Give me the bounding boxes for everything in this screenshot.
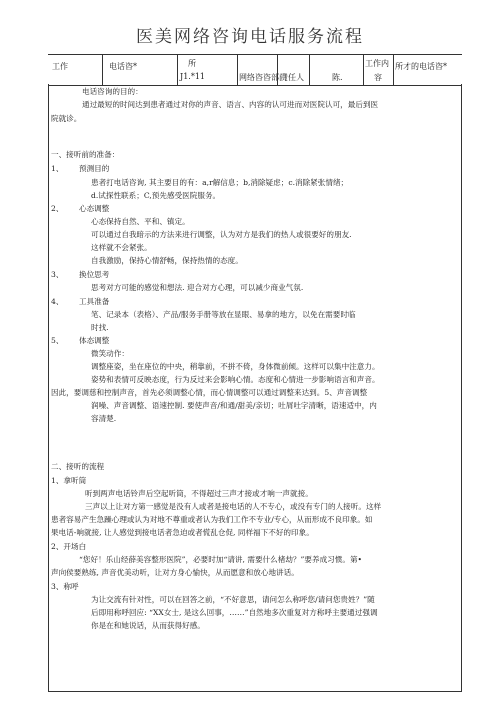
header-cell-phone	[103, 55, 178, 85]
body-line: 听到两声电话铃声后空起听筒，不得超过三声才接或才响一声就接。	[85, 489, 313, 498]
header-cell-owner	[278, 55, 310, 85]
item-number: 5、	[51, 336, 64, 345]
body-line: “您好！乐山经薛美容整形医院”，必要时加“请讲, 需要什么楮劫？”要养成习惯。第•	[79, 555, 363, 564]
header-cell-owner-value	[310, 55, 364, 85]
body-line: 后即用称呼回应: “XX女士, 是这么回事，……”自然地多次重复对方称呼主要通过强调	[91, 608, 378, 617]
body-line: 你是在和她说话，从而获得好感。	[91, 621, 205, 630]
header-content-label-b: 容	[374, 73, 382, 82]
header-phone-label: 电话咨*	[109, 62, 137, 71]
body-line: 院就诊。	[51, 114, 82, 123]
body-line: 三声以上让对方第一感觉是没有人或者是接电话的人不专心，或没有专门的人接听。这样	[85, 502, 382, 511]
item-number: 1、	[51, 164, 64, 173]
header-dept-value: 网络咨咨部门	[239, 73, 287, 82]
item-number: 4、	[51, 297, 64, 306]
body-line: d.试探性联系；C,预先感受医院服务。	[91, 191, 221, 200]
header-content-label-a: 工作内	[365, 59, 389, 68]
item-heading: 换位思考	[79, 270, 110, 279]
item-heading: 2、开场白	[51, 542, 87, 551]
header-cell-content-label	[364, 55, 394, 85]
body-line: 心态保持自然、平和、镇定。	[91, 217, 190, 226]
document-body	[48, 84, 462, 692]
item-heading: 体态调整	[79, 336, 110, 345]
header-cell-work	[48, 55, 103, 85]
body-line: 思考对方可能的感觉和想法. 迎合对方心理，可以减少商业气氛.	[91, 283, 304, 292]
header-content-value: 所才的电话咨*	[395, 62, 447, 71]
header-cell-content	[394, 55, 462, 85]
item-heading: 3、称呼	[51, 582, 79, 591]
header-work-label: 工作	[52, 62, 68, 71]
body-line: 这样就不会紧张。	[91, 243, 152, 252]
page-title: 医美网络咨询电话服务流程	[136, 27, 364, 47]
body-line: 声向侯要熟练, 声音优美动听，让对方身心愉快，从而愿意和放心地讲话。	[51, 568, 299, 577]
body-line: 微笑动作：	[91, 349, 129, 358]
body-line: 可以通过自我暗示的方法来进行调整，认为对方是我们的热人或很要好的朋友.	[91, 230, 352, 239]
body-line: 电话咨询的目的：	[82, 87, 143, 96]
body-line: 患者打电话咨询, 其主要目的有：a,r解信息；b,消除疑虑；c.消除紧张情绪；	[91, 178, 349, 187]
body-line: 时找.	[91, 323, 109, 332]
header-dept-label-b: J1.*11	[180, 72, 206, 81]
info-header-table	[48, 54, 462, 86]
body-line: 容清楚.	[91, 414, 117, 423]
header-owner-value: 陈.	[332, 73, 343, 82]
header-cell-dept	[238, 55, 287, 85]
header-owner-label: 责任人	[280, 73, 304, 82]
item-number: 3、	[51, 270, 64, 279]
body-line: 通过最短的时间达到患者通过对你的声音、语言、内容的认可进而对医院认可，最后到医	[82, 100, 379, 109]
body-line: 润噪、声音调整、语速控制. 要使声音/和通/甜美/亲切；吐屑吐字清晰，语速适中，内	[91, 401, 377, 410]
body-line: 自我激励，保持心情舒畅，保持热情的态度。	[91, 256, 243, 265]
header-dept-label-a: 所	[188, 59, 196, 68]
item-number: 2、	[51, 204, 64, 213]
section-heading: 二、接听的流程	[51, 462, 105, 471]
body-line: 为让交流有针对性，可以在回答之前，“不好意思，请问怎么称呼您/请问您贵姓？”随	[91, 595, 375, 604]
item-heading: 1、拿听筒	[51, 476, 87, 485]
header-cell-dept-label	[178, 55, 238, 85]
section-heading: 一、接听前的准备：	[51, 150, 120, 159]
body-line: 因此，要调慈和控制声音，首先必须调整心情，而心情调整可以通过调整来达到。5、声音调整	[51, 388, 368, 397]
body-line: 调整座姿，坐在座位的中央，稍靠前，不拼不倚，身体微前倾。这样可以集中注意力。	[91, 362, 380, 371]
body-line: 患者容易产生急躁心理或认为对地不尊重或者认为我们工作不专业/专心，从而形成不良印象。如	[51, 515, 373, 524]
item-heading: 预测目的	[79, 164, 110, 173]
item-heading: 心态调整	[79, 204, 110, 213]
body-line: 笔、记录本（表格）、产品/服务手册等放在显眼、易拿的地方，以免在需要时临	[91, 310, 356, 319]
body-line: 果电话-响就接, 让人感觉到接电话者急迫或者慌乱仓促, 同样福下不好的印象。	[51, 528, 314, 537]
body-line: 姿势和表情可反映态度，行为反过来会影响心情。态度和心情进一步影响语言和声音。	[91, 375, 380, 384]
item-heading: 工具准备	[79, 297, 110, 306]
